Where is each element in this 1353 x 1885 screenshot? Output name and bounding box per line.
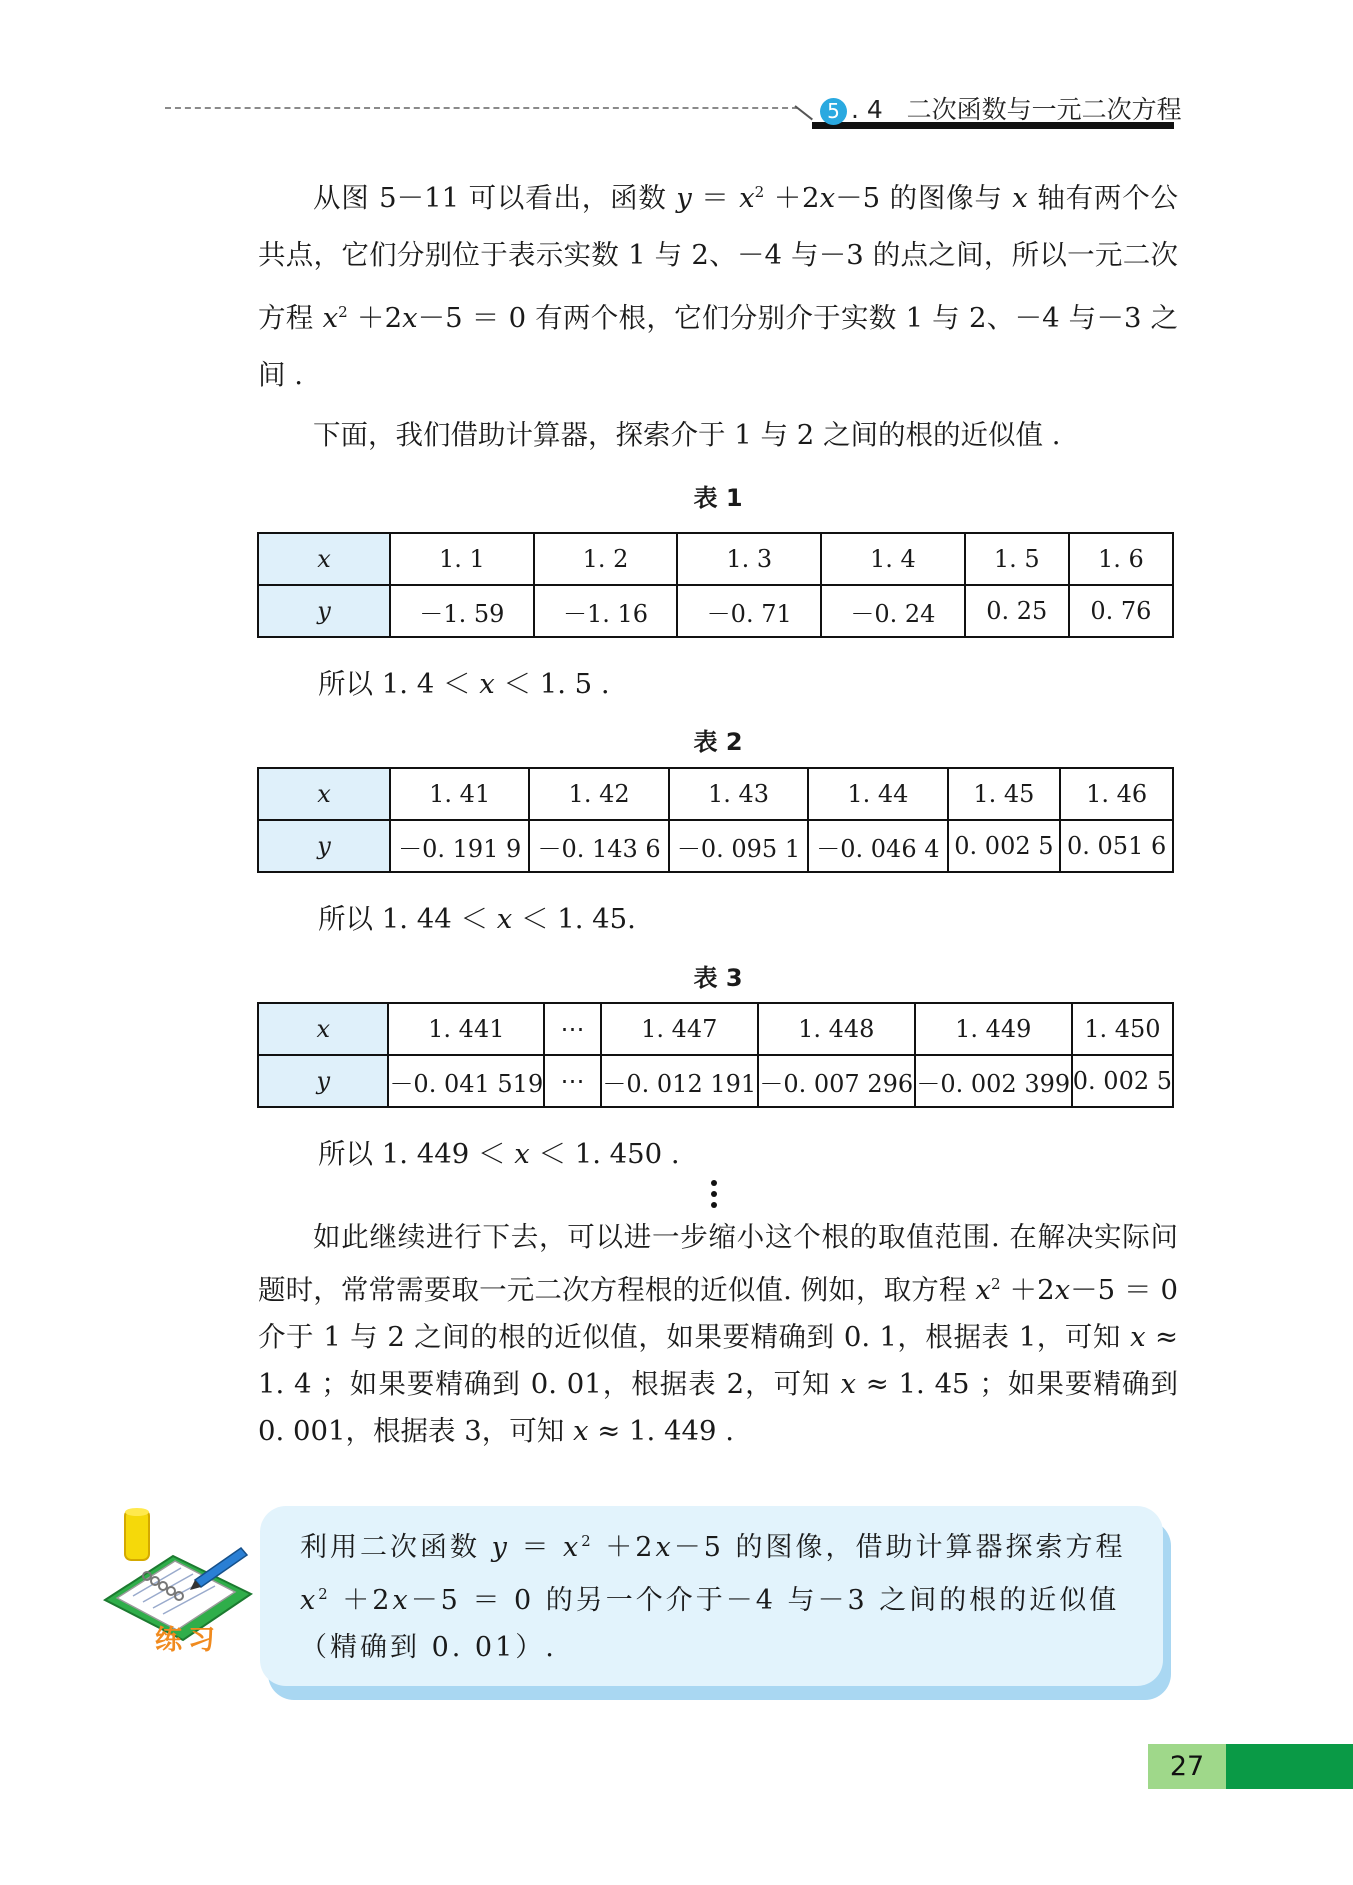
table-cell: 1. 41 <box>390 768 529 820</box>
math-variable: x <box>1012 182 1028 215</box>
math-variable: x <box>840 1368 856 1401</box>
table-3-y-label: y <box>258 1055 388 1107</box>
text-run: －5 ＝ 0 有两个根，它们分别介于实数 1 与 2、－4 与－3 之间 . <box>258 302 1178 392</box>
text-run: ＜ 1. 5 . <box>494 668 610 700</box>
header-dashed-rule <box>165 107 798 109</box>
math-variable: x <box>572 1415 589 1448</box>
section-number-badge: 5 <box>820 98 847 125</box>
text-run: 从图 5－11 可以看出，函数 <box>313 182 677 215</box>
table-cell: 0. 051 6 <box>1060 820 1173 872</box>
text-run: ＋2 <box>330 1585 393 1616</box>
table-cell: 0. 002 5 <box>948 820 1061 872</box>
math-variable: x <box>563 1532 582 1563</box>
text-run: 所以 1. 44 ＜ <box>318 903 497 935</box>
text-run: －5 的图像，借助计算器探索方程 <box>673 1532 1126 1563</box>
superscript: 2 <box>990 1275 1001 1293</box>
table-1-y-row <box>258 585 1173 637</box>
table-1-x-row <box>258 533 1173 585</box>
table-cell: －1. 59 <box>390 585 534 637</box>
superscript: 2 <box>318 1585 331 1603</box>
table-cell: 1. 42 <box>529 768 668 820</box>
table-cell: 1. 441 <box>388 1003 544 1055</box>
page-edge-strip <box>1226 1744 1353 1789</box>
math-variable: x <box>819 182 836 215</box>
text-run: ＋2 <box>347 302 403 335</box>
table-cell: 1. 5 <box>965 533 1069 585</box>
table-2-caption: 表 2 <box>693 728 743 756</box>
table-cell: 1. 450 <box>1072 1003 1173 1055</box>
closing-text <box>258 1214 1178 1455</box>
table-3-conclusion <box>318 1131 680 1171</box>
section-header <box>820 90 1182 126</box>
superscript: 2 <box>754 183 765 201</box>
text-run: ≈ 1. 45 ；如果要精确到 0. 001，根据表 3，可知 <box>258 1368 1178 1448</box>
text-run: 如此继续进行下去，可以进一步缩小这个根的取值范围. 在解决实际问题时，常常需要取一元二次方程根的近似值. 例如，取方程 <box>258 1221 1178 1307</box>
math-variable: x <box>975 1274 991 1307</box>
section-title: 二次函数与一元二次方程 <box>906 95 1182 124</box>
table-3-x-row <box>258 1003 1173 1055</box>
table-cell: 1. 1 <box>390 533 534 585</box>
math-variable: x <box>402 302 418 335</box>
text-run: －5 ＝ 0 介于 1 与 2 之间的根的近似值，如果要精确到 0. 1，根据表 1，可知 <box>258 1274 1178 1354</box>
table-cell: 0. 002 5 <box>1072 1055 1173 1107</box>
text-run: ＋2 <box>764 182 820 215</box>
table-cell: 1. 6 <box>1069 533 1173 585</box>
table-cell: －0. 191 9 <box>390 820 529 872</box>
text-run: ≈ 1. 4 ；如果要精确到 0. 01，根据表 2，可知 <box>258 1321 1178 1401</box>
table-cell: 1. 4 <box>821 533 965 585</box>
text-run: ＋2 <box>593 1532 656 1563</box>
table-cell: －0. 046 4 <box>808 820 947 872</box>
table-cell: 0. 25 <box>965 585 1069 637</box>
table-cell: 1. 44 <box>808 768 947 820</box>
table-3 <box>257 1002 1174 1108</box>
table-2-y-row <box>258 820 1173 872</box>
text-run: 轴有两个公共点，它们分别位于表示实数 1 与 2、－4 与－3 的点之间，所以一元二次方程 <box>258 182 1178 335</box>
table-cell: －0. 002 399 <box>915 1055 1072 1107</box>
table-3-caption: 表 3 <box>693 964 743 992</box>
table-cell: －0. 24 <box>821 585 965 637</box>
text-run: ＋2 <box>1000 1274 1055 1307</box>
table-1 <box>257 532 1174 638</box>
table-1-caption: 表 1 <box>693 484 743 512</box>
text-run: ＜ 1. 450 . <box>529 1138 680 1170</box>
table-cell: ⋯ <box>544 1055 601 1107</box>
table-cell: 1. 449 <box>915 1003 1072 1055</box>
text-run: ≈ 1. 449 . <box>588 1415 734 1448</box>
text-run: 所以 1. 4 ＜ <box>318 668 480 700</box>
math-variable: y <box>491 1532 510 1563</box>
header-slant-line <box>794 105 813 120</box>
table-cell: 1. 3 <box>677 533 821 585</box>
table-2-conclusion <box>318 896 636 936</box>
table-cell: －0. 095 1 <box>669 820 808 872</box>
table-2-x-row <box>258 768 1173 820</box>
math-variable: x <box>322 302 339 335</box>
superscript: 2 <box>338 303 348 322</box>
table-cell: 0. 76 <box>1069 585 1173 637</box>
text-run: 所以 1. 449 ＜ <box>318 1138 515 1170</box>
text-run: ＝ <box>509 1532 564 1563</box>
intro-paragraph-2: 下面，我们借助计算器，探索介于 1 与 2 之间的根的近似值 . <box>313 419 1061 452</box>
notebook-pencil-icon <box>103 1508 253 1658</box>
intro-paragraph-1 <box>258 164 1178 404</box>
table-cell: 1. 45 <box>948 768 1061 820</box>
math-variable: x <box>514 1138 530 1170</box>
page-number: 27 <box>1169 1751 1205 1782</box>
table-cell: －0. 71 <box>677 585 821 637</box>
table-1-x-label: x <box>258 533 390 585</box>
table-cell: －0. 143 6 <box>529 820 668 872</box>
text-run: ＜ 1. 45. <box>512 903 636 935</box>
math-variable: x <box>496 903 513 935</box>
table-3-x-label: x <box>258 1003 388 1055</box>
table-cell: 1. 46 <box>1060 768 1173 820</box>
table-1-conclusion <box>318 661 610 701</box>
intro-text <box>258 164 1178 464</box>
table-cell: －1. 16 <box>534 585 678 637</box>
text-run: 利用二次函数 <box>300 1532 492 1563</box>
table-cell: －0. 012 191 <box>601 1055 758 1107</box>
table-cell: 1. 447 <box>601 1003 758 1055</box>
table-2 <box>257 767 1174 873</box>
table-cell: －0. 041 519 <box>388 1055 544 1107</box>
exercise-paragraph <box>300 1518 1130 1671</box>
math-variable: x <box>655 1532 674 1563</box>
table-cell: －0. 007 296 <box>758 1055 915 1107</box>
text-run: －5 ＝ 0 的另一个介于－4 与－3 之间的根的近似值（精确到 0. 01）. <box>300 1585 1120 1663</box>
table-2-x-label: x <box>258 768 390 820</box>
text-run: ＝ <box>691 182 740 215</box>
table-cell: 1. 2 <box>534 533 678 585</box>
text-run: －5 的图像与 <box>835 182 1013 215</box>
math-variable: x <box>300 1585 319 1616</box>
math-variable: y <box>676 182 692 215</box>
section-number-suffix: . 4 <box>851 95 883 124</box>
table-cell: 1. 448 <box>758 1003 915 1055</box>
closing-paragraph <box>258 1214 1178 1455</box>
continuation-dots <box>708 1180 720 1213</box>
math-variable: x <box>1130 1321 1146 1354</box>
math-variable: x <box>1054 1274 1071 1307</box>
math-variable: x <box>739 182 755 215</box>
math-variable: x <box>479 668 495 700</box>
superscript: 2 <box>581 1532 594 1550</box>
math-variable: x <box>392 1585 411 1616</box>
table-3-y-row <box>258 1055 1173 1107</box>
exercise-label: 练习 <box>155 1625 221 1656</box>
table-cell: 1. 43 <box>669 768 808 820</box>
exercise-text <box>300 1518 1130 1671</box>
table-1-y-label: y <box>258 585 390 637</box>
table-cell: ⋯ <box>544 1003 601 1055</box>
table-2-y-label: y <box>258 820 390 872</box>
